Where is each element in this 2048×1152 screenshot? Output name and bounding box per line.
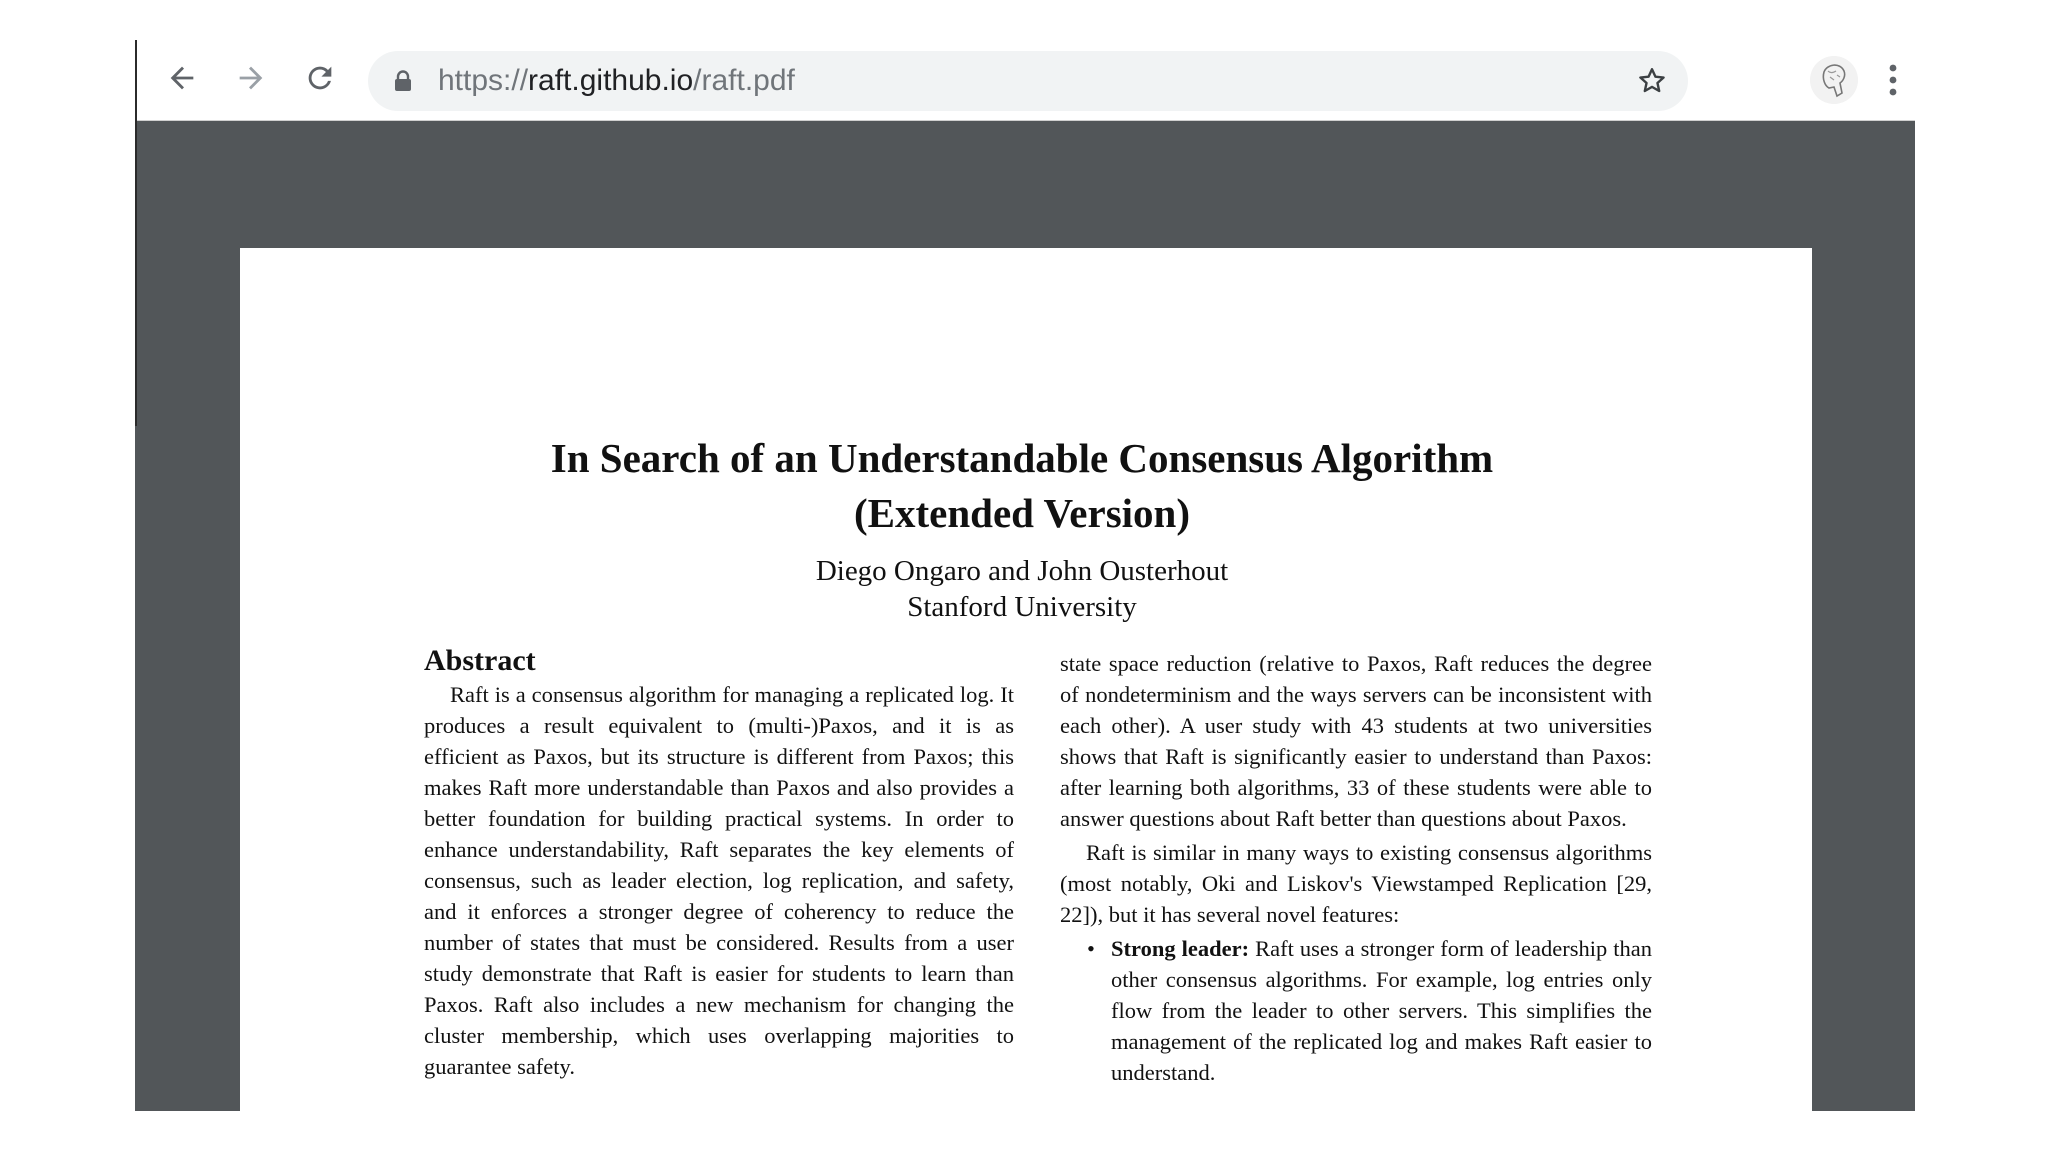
paper-title: [240, 431, 1804, 541]
reload-icon: [303, 61, 337, 95]
address-bar[interactable]: [368, 51, 1688, 111]
arrow-right-icon: [234, 61, 268, 95]
bullet-text: Raft uses a stronger form of leadership than other consensus algorithms. For example, log entries only flow from the leader to other servers. This simplifies the management of the replicated log and makes Raft easier to understand.: [1111, 936, 1652, 1085]
back-button[interactable]: [160, 56, 204, 100]
lock-icon: [394, 70, 412, 92]
bullet-dot: •: [1087, 936, 1095, 961]
bookmark-star-icon[interactable]: [1636, 65, 1668, 97]
left-column: [424, 643, 1014, 1082]
paper-title-line2: (Extended Version): [853, 490, 1190, 536]
arrow-left-icon: [165, 61, 199, 95]
browser-toolbar: [135, 40, 1915, 120]
paper-authors: Diego Ongaro and John Ousterhout: [815, 555, 1229, 587]
paper-affiliation: Stanford University: [907, 591, 1137, 623]
reload-button[interactable]: [298, 56, 342, 100]
paper-byline: [240, 553, 1804, 625]
profile-avatar[interactable]: [1810, 56, 1858, 104]
forward-button[interactable]: [229, 56, 273, 100]
bullet-strong-leader: [1060, 933, 1652, 1088]
right-paragraph-2: Raft is similar in many ways to existing consensus algorithms (most notably, Oki and Liskov's Viewstamped Replication [29, 22]), but it has several novel features:: [1060, 840, 1652, 927]
url-text[interactable]: [438, 51, 795, 111]
right-column: [1060, 643, 1652, 1088]
right-paragraph-1: state space reduction (relative to Paxos, Raft reduces the degree of nondeterminism and the ways servers can be inconsistent with each other). A user study with 43 students at two universities shows that Raft is significantly easier to understand than Paxos: after learning both algorithms, 33 of these students were able to answer questions about Raft better than questions about Paxos.: [1060, 651, 1652, 831]
url-path: /raft.pdf: [693, 64, 795, 97]
toolbar-divider: [135, 120, 1915, 121]
abstract-text: Raft is a consensus algorithm for managing a replicated log. It produces a result equivalent to (multi-)Paxos, and it is as efficient as Paxos, but its structure is different from Paxos; this makes Raft more understandable than Paxos and also provides a better foundation for building practical systems. In order to enhance understandability, Raft separates the key elements of consensus, such as leader election, log replication, and safety, and it enforces a stronger degree of coherency to reduce the number of states that must be considered. Results from a user study demonstrate that Raft is easier for students to learn than Paxos. Raft also includes a new mechanism for changing the cluster membership, which uses overlapping majorities to guarantee safety.: [424, 682, 1014, 1079]
paper-title-line1: In Search of an Understandable Consensus Algorithm: [550, 435, 1494, 481]
url-scheme: https://: [438, 64, 529, 97]
more-vertical-icon: [1883, 58, 1903, 102]
pdf-page: [240, 248, 1812, 1111]
browser-menu-button[interactable]: [1883, 58, 1903, 102]
window-edge: [135, 40, 137, 426]
avatar-icon: [1810, 56, 1858, 104]
browser-window: [135, 40, 1915, 1111]
url-host: raft.github.io: [528, 64, 694, 97]
abstract-heading: Abstract: [424, 644, 536, 677]
bullet-label: Strong leader:: [1111, 936, 1250, 961]
